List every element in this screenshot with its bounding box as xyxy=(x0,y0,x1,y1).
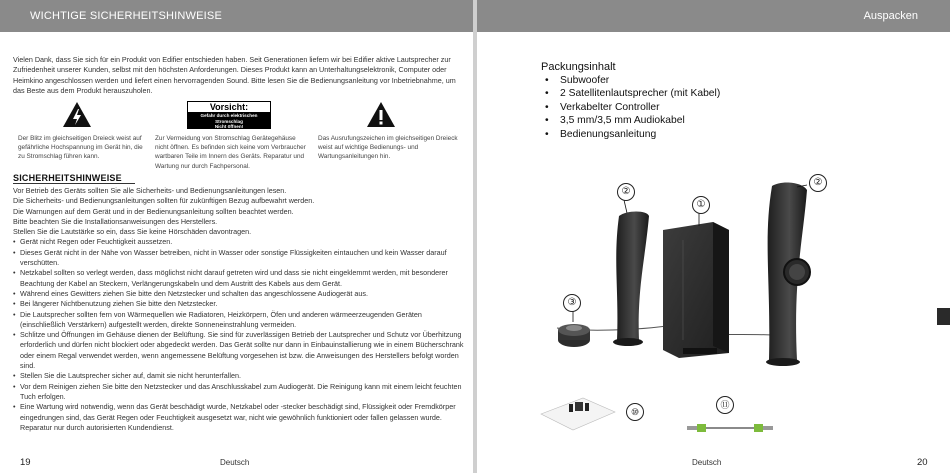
section-title: SICHERHEITSHINWEISE xyxy=(13,173,122,183)
callout-cable: ⑪ xyxy=(716,396,734,414)
packing-item: • 3,5 mm/3,5 mm Audiokabel xyxy=(545,114,720,127)
vorsicht-warning-text: Zur Vermeidung von Stromschlag Gerätegehäuse nicht öffnen. Es befinden sich keine vom Verbraucher wartbaren Teile im Innern des Geräts. Reparatur und Wartung nur durch Fachpersonal. xyxy=(155,135,306,170)
page-number-left: 19 xyxy=(20,457,31,468)
safety-bullet: • Stellen Sie die Lautsprecher sicher auf, damit sie nicht herunterfallen. xyxy=(13,371,465,381)
safety-paragraph: Stellen Sie die Lautstärke so ein, dass Sie keine Hörschäden davontragen. xyxy=(13,227,252,237)
vorsicht-title: Vorsicht: xyxy=(209,102,249,112)
callout-satellite-left: ② xyxy=(617,183,635,201)
callout-subwoofer: ① xyxy=(692,196,710,214)
footer-language-right: Deutsch xyxy=(692,458,722,467)
callout-satellite-right: ② xyxy=(809,174,827,192)
safety-bullet: • Netzkabel sollten so verlegt werden, dass möglichst nicht darauf getreten wird und dass sie nicht eingeklemmt werden, mit besonderer Beachtung der Kabel an Steckern, Verlängerungskabeln und dem Austritt des Kabels aus dem Gerät. xyxy=(13,268,465,289)
manual-thumbnail xyxy=(541,398,615,430)
page-header-left: WICHTIGE SICHERHEITSHINWEISE xyxy=(0,0,473,32)
safety-bullet: • Vor dem Reinigen ziehen Sie bitte den Netzstecker und das Anschlusskabel zum Audiogerät. Die Reinigung kann mit einem leicht feuchten Tuch erfolgen. xyxy=(13,382,465,403)
page-header-right: Auspacken xyxy=(477,0,950,32)
safety-body xyxy=(13,186,465,433)
vorsicht-label xyxy=(187,101,271,129)
callout-manual: ⑩ xyxy=(626,403,644,421)
chapter-tab-marker xyxy=(937,308,950,325)
safety-paragraph: Die Warnungen auf dem Gerät und in der Bedienungsanleitung sollten beachtet werden. xyxy=(13,206,294,216)
right-satellite-shape xyxy=(766,183,810,366)
vorsicht-line-1: Gefahr durch elektrischen xyxy=(200,113,258,118)
safety-bullet-list xyxy=(13,237,465,433)
vorsicht-line-3: Nicht öffnen! xyxy=(214,124,244,130)
vorsicht-line-2: Stromschlag xyxy=(215,118,243,124)
safety-paragraph: Vor Betrieb des Geräts sollten Sie alle Sicherheits- und Bedienungsanleitungen lesen. xyxy=(13,186,287,195)
packing-item: • Verkabelter Controller xyxy=(545,101,720,114)
left-page xyxy=(0,0,473,473)
safety-bullet: • Während eines Gewitters ziehen Sie bitte den Netzstecker und schalten das angeschlossene Audiogerät aus. xyxy=(13,289,465,299)
audio-cable-shape xyxy=(687,424,773,432)
intro-paragraph: Vielen Dank, dass Sie sich für ein Produkt von Edifier entschieden haben. Seit Generationen liefern wir bei Edifier aktive Lautsprecher zur Zufriedenheit unserer Kunden, selbst mit den höchsten Anforderungen. Dieses Produkt kann an Unterhaltungselektronik, Computer oder Heimkino angeschlossen werden und liefert einen hervorragenden Sound. Bitte lesen Sie die Bedienungsanleitung vor Inbetriebnahme, um das Beste aus dem Produkt herauszuholen. xyxy=(13,55,456,96)
controller-shape xyxy=(558,324,590,347)
safety-bullet: • Die Lautsprecher sollten fern von Wärmequellen wie Radiatoren, Heizkörpern, Öfen und anderen wärmeerzeugenden Geräten (einschließlich Verstärkern) aufgestellt werden, direkte Sonneneinstrahlung vermeiden. xyxy=(13,310,465,331)
section-title-underline xyxy=(13,183,135,184)
exclamation-warning-text: Das Ausrufungszeichen im gleichseitigen Dreieck weist auf wichtige Bedienungs- und Wartungsanleitungen hin. xyxy=(318,135,458,161)
safety-paragraph: Bitte beachten Sie die Installationsanweisungen des Herstellers. xyxy=(13,216,218,226)
safety-bullet: • Gerät nicht Regen oder Feuchtigkeit aussetzen. xyxy=(13,237,465,247)
speaker-system-illustration xyxy=(477,0,950,473)
callout-controller: ③ xyxy=(563,294,581,312)
footer-language-left: Deutsch xyxy=(220,458,250,467)
packing-title: Packungsinhalt xyxy=(541,61,616,73)
right-page xyxy=(477,0,950,473)
lightning-warning-icon xyxy=(62,101,92,128)
safety-paragraph: Die Sicherheits- und Bedienungsanleitungen sollten für zukünftigen Bezug aufbewahrt werden. xyxy=(13,196,315,206)
page-number-right: 20 xyxy=(917,457,928,468)
safety-bullet: • Dieses Gerät nicht in der Nähe von Wasser betreiben, nicht in Wasser oder sonstige Flüssigkeiten eintauchen und kein Wasser darauf verschütten. xyxy=(13,248,465,269)
packing-item: • 2 Satellitenlautsprecher (mit Kabel) xyxy=(545,87,720,100)
left-satellite-shape xyxy=(613,212,649,347)
safety-bullet: • Schlitze und Öffnungen im Gehäuse dienen der Belüftung. Sie sind für zuverlässigen Betrieb der Lautsprecher und Schutz vor Überhitzung erforderlich und dürfen nicht blockiert oder abgedeckt werden. Das Gerät sollte nur dann in Einbauinstallierung wie in einem Bücherschrank oder einem Regal verwendet werden, wenn angemessene Belüftung vorgesehen ist bzw. die Anweisungen des Herstellers befolgt worden sind. xyxy=(13,330,465,371)
packing-item: • Subwoofer xyxy=(545,74,720,87)
subwoofer-shape xyxy=(663,222,729,358)
safety-bullet: • Bei längerer Nichtbenutzung ziehen Sie bitte den Netzstecker. xyxy=(13,299,465,309)
lightning-warning-text: Der Blitz im gleichseitigen Dreieck weist auf gefährliche Hochspannung im Gerät hin, die zu Stromschlag führen kann. xyxy=(18,135,143,161)
safety-bullet: • Eine Wartung wird notwendig, wenn das Gerät beschädigt wurde, Netzkabel oder -stecker beschädigt sind, Flüssigkeit oder Fremdkörper eingedrungen sind, das Gerät Regen oder Feuchtigkeit ausgesetzt war, nicht wie gewöhnlich funktioniert oder fallen gelassen wurde. Reparatur nur durch autorisierten Kundendienst. xyxy=(13,402,465,433)
vorsicht-subtext xyxy=(188,112,270,129)
packing-item: • Bedienungsanleitung xyxy=(545,128,720,141)
exclamation-warning-icon xyxy=(366,101,396,128)
